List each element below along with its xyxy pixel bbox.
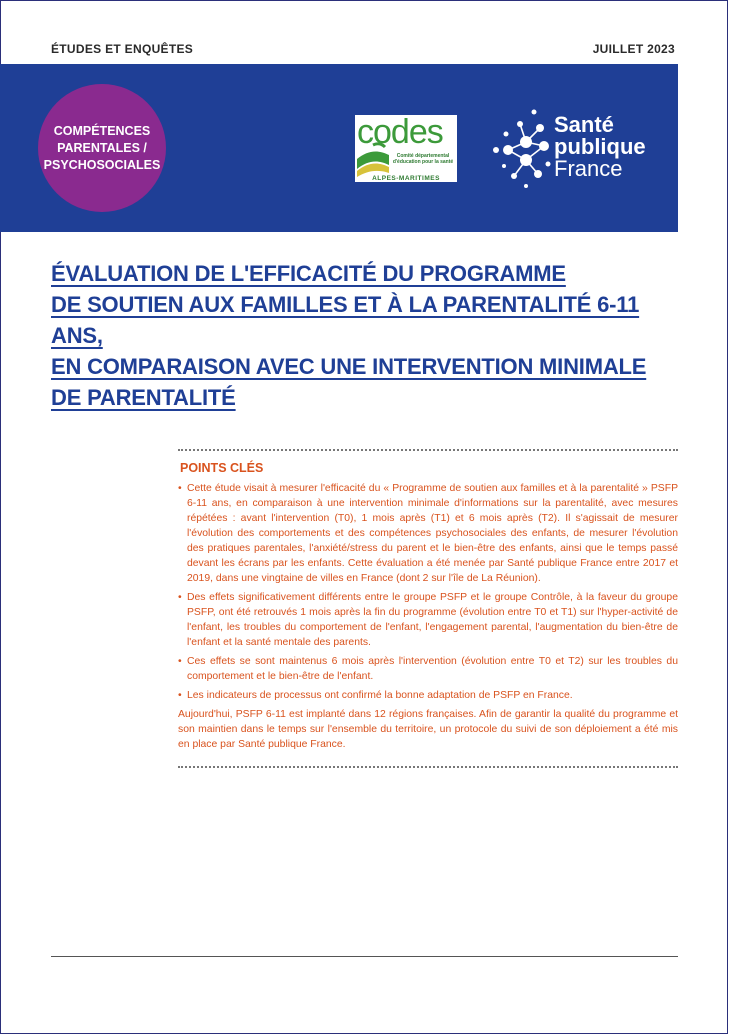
key-point-item: • Les indicateurs de processus ont confirmé la bonne adaptation de PSFP en France.	[178, 688, 678, 703]
codes-logo	[355, 115, 457, 182]
codes-region: ALPES-MARITIMES	[372, 175, 440, 182]
bottom-divider	[51, 956, 678, 957]
document-title	[51, 258, 691, 413]
badge-line: PSYCHOSOCIALES	[43, 157, 161, 172]
codes-subtitle: Comité départemental d'éducation pour la santé	[392, 153, 454, 165]
key-point-item: • Cette étude visait à mesurer l'efficacité du « Programme de soutien aux familles et à la parentalité » PSFP 6-11 ans, en comparaison à une intervention minimale d'informations sur la parentalité, avec mesures répétées : avant l'intervention (T0), 1 mois après (T1) et 6 mois après (T2). Il s'agissait de mesurer l'évolution des comportements et des compétences psychosociales des enfants, de mesurer l'évolution des pratiques parentales, l'anxiété/stress du parent et le bien-être des enfants, ainsi que le temps passé devant les écrans par les enfants. Cette évaluation a été menée par Santé publique France entre 2017 et 2019, dans une vingtaine de villes en France (dont 2 sur l'île de La Réunion).	[178, 481, 678, 586]
title-line: EN COMPARAISON AVEC UNE INTERVENTION MINIMALE	[51, 354, 647, 379]
sante-publique-france-logo	[490, 106, 660, 192]
badge-line: COMPÉTENCES	[53, 123, 151, 138]
series-label: ÉTUDES ET ENQUÊTES	[51, 42, 194, 56]
spf-wordmark	[554, 114, 646, 180]
title-line: DE SOUTIEN AUX FAMILLES ET À LA PARENTALITÉ 6-11 ANS,	[51, 292, 640, 348]
key-points-box	[178, 449, 678, 768]
spf-line: France	[554, 156, 623, 181]
network-dots-icon	[490, 106, 554, 192]
spf-line: Santé	[554, 112, 614, 137]
key-points-heading: POINTS CLÉS	[180, 461, 264, 475]
spf-line: publique	[554, 134, 646, 159]
topic-badge	[38, 84, 166, 212]
title-line: DE PARENTALITÉ	[51, 385, 236, 410]
key-point-item: • Des effets significativement différents entre le groupe PSFP et le groupe Contrôle, à la faveur du groupe PSFP, ont été retrouvés 1 mois après la fin du programme (évolution entre T0 et T1) sur l'hyper-activité de l'enfant, les troubles du comportement de l'enfant, l'engagement parental, l'augmentation du bien-être de l'enfant et la santé mentale des parents.	[178, 590, 678, 650]
topic-badge-text	[42, 123, 162, 174]
title-line: ÉVALUATION DE L'EFFICACITÉ DU PROGRAMME	[51, 261, 566, 286]
header-banner	[0, 64, 678, 232]
badge-line: PARENTALES /	[57, 140, 147, 155]
key-points-conclusion: Aujourd'hui, PSFP 6-11 est implanté dans 12 régions françaises. Afin de garantir la qualité du programme et son maintien dans le temps sur l'ensemble du territoire, un protocole du suivi de son déploiement a été mis en place par Santé publique France.	[178, 709, 678, 750]
publication-date: JUILLET 2023	[592, 42, 675, 56]
key-point-item: • Ces effets se sont maintenus 6 mois après l'intervention (évolution entre T0 et T2) sur les troubles du comportement et le bien-être de l'enfant.	[178, 654, 678, 684]
codes-wordmark: codes	[357, 115, 443, 151]
